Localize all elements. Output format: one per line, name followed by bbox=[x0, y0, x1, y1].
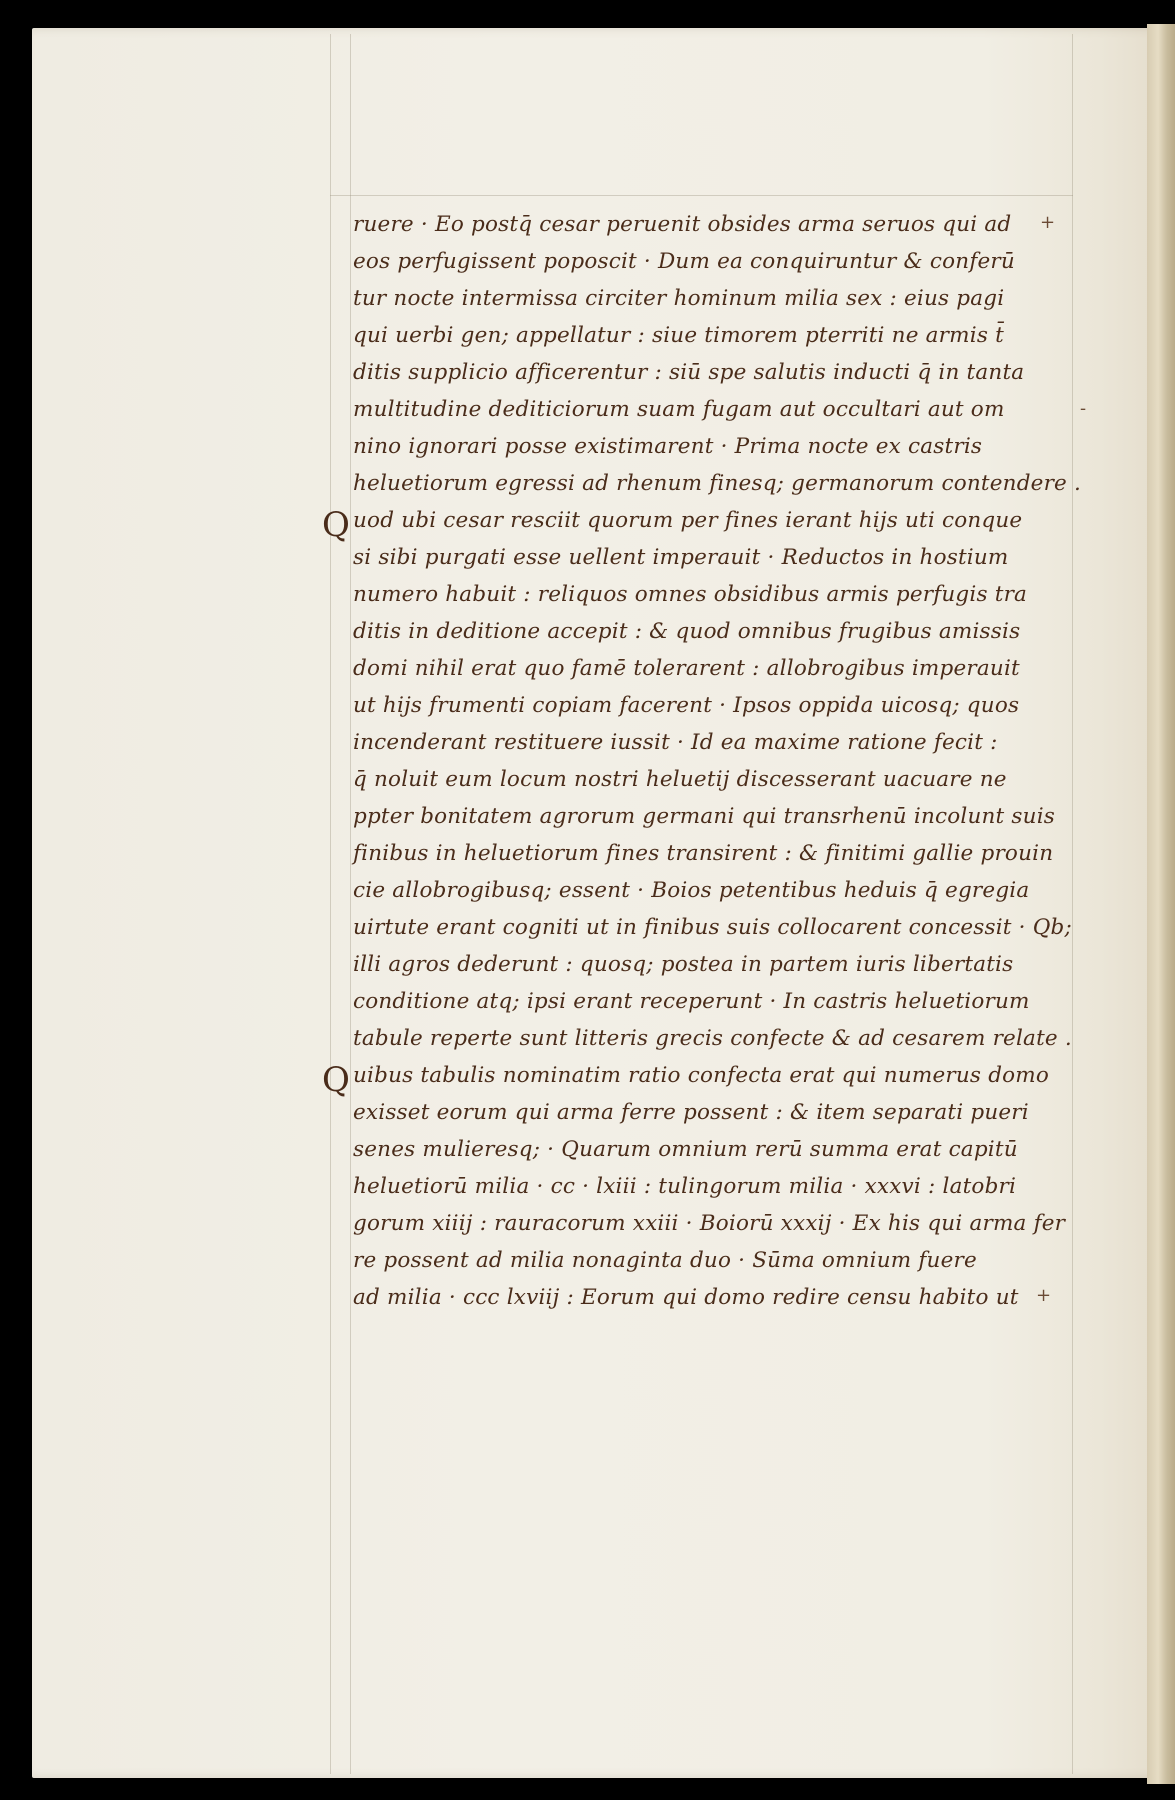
initial-letter: Q bbox=[322, 1060, 350, 1100]
text-line: illi agros dederunt : quosq; postea in partem iuris libertatis bbox=[353, 952, 1014, 977]
text-line: domi nihil erat quo famē tolerarent : allobrogibus imperauit bbox=[353, 656, 1020, 681]
text-line: conditione atq; ipsi erant receperunt · In castris heluetiorum bbox=[353, 989, 1030, 1014]
ruling-top bbox=[330, 195, 1073, 196]
text-line: cie allobrogibusq; essent · Boios petentibus heduis q̄ egregia bbox=[353, 878, 1030, 903]
text-line: senes mulieresq; · Quarum omnium rerū summa erat capitū bbox=[353, 1137, 1018, 1162]
text-line: nino ignorari posse existimarent · Prima nocte ex castris bbox=[353, 434, 983, 459]
initial-letter: Q bbox=[322, 505, 350, 545]
margin-mark: + bbox=[1040, 212, 1056, 233]
text-line: ad milia · ccc lxviij : Eorum qui domo redire censu habito ut bbox=[353, 1285, 1019, 1310]
text-line: ditis supplicio afficerentur : siū spe salutis inducti q̄ in tanta bbox=[353, 360, 1025, 385]
text-line: ruere · Eo postq̄ cesar peruenit obsides arma seruos qui ad bbox=[353, 212, 1012, 237]
text-line: si sibi purgati esse uellent imperauit · Reductos in hostium bbox=[353, 545, 1009, 570]
text-line: qui uerbi gen; appellatur : siue timorem pterriti ne armis t̄ bbox=[353, 323, 1004, 348]
text-line: numero habuit : reliquos omnes obsidibus armis perfugis tra bbox=[353, 582, 1028, 607]
text-line: ut hijs frumenti copiam facerent · Ipsos oppida uicosq; quos bbox=[353, 693, 1020, 718]
text-line: heluetiorū milia · cc · lxiii : tulingorum milia · xxxvi : latobri bbox=[353, 1174, 1017, 1199]
text-line: re possent ad milia nonaginta duo · Sūma omnium fuere bbox=[353, 1248, 977, 1273]
text-line: multitudine dediticiorum suam fugam aut occultari aut om bbox=[353, 397, 1005, 422]
page-edge bbox=[1147, 24, 1175, 1784]
margin-mark: + bbox=[1036, 1285, 1052, 1306]
text-line: uirtute erant cogniti ut in finibus suis collocarent concessit · Qb; bbox=[353, 915, 1072, 940]
ruling-left-inner bbox=[350, 34, 351, 1774]
ruling-left-outer bbox=[330, 34, 331, 1774]
margin-mark: - bbox=[1080, 398, 1087, 419]
text-line: uod ubi cesar resciit quorum per fines ierant hijs uti conque bbox=[353, 508, 1023, 533]
text-line: tur nocte intermissa circiter hominum milia sex : eius pagi bbox=[353, 286, 1005, 311]
text-line: exisset eorum qui arma ferre possent : & item separati pueri bbox=[353, 1100, 1029, 1125]
text-line: q̄ noluit eum locum nostri heluetij discesserant uacuare ne bbox=[353, 767, 1007, 792]
text-line: gorum xiiij : rauracorum xxiii · Boiorū xxxij · Ex his qui arma fer bbox=[353, 1211, 1066, 1236]
text-line: heluetiorum egressi ad rhenum finesq; germanorum contendere . bbox=[353, 471, 1082, 496]
text-line: tabule reperte sunt litteris grecis confecte & ad cesarem relate . bbox=[353, 1026, 1072, 1051]
text-block bbox=[353, 200, 1082, 1340]
text-line: ditis in deditione accepit : & quod omnibus frugibus amissis bbox=[353, 619, 1021, 644]
text-line: ppter bonitatem agrorum germani qui transrhenū incolunt suis bbox=[353, 804, 1056, 829]
text-line: uibus tabulis nominatim ratio confecta erat qui numerus domo bbox=[353, 1063, 1050, 1088]
text-line: eos perfugissent poposcit · Dum ea conquiruntur & conferū bbox=[353, 249, 1015, 274]
text-line: finibus in heluetiorum fines transirent : & finitimi gallie prouin bbox=[353, 841, 1054, 866]
text-line: incenderant restituere iussit · Id ea maxime ratione fecit : bbox=[353, 730, 998, 755]
